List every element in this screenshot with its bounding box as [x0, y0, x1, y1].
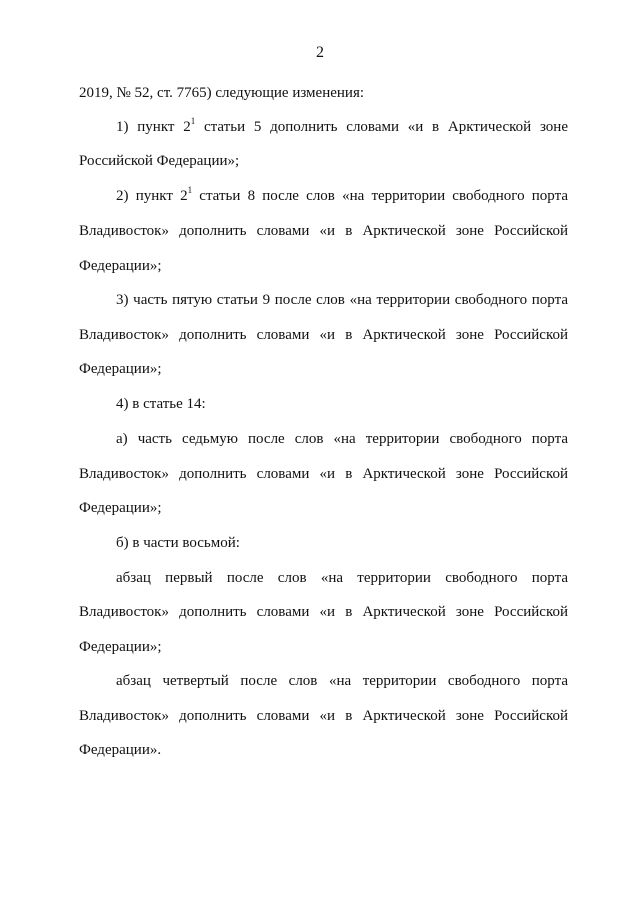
text-line: Владивосток» дополнить словами «и в Арктической зоне Российской [79, 327, 568, 343]
text-line: Владивосток» дополнить словами «и в Арктической зоне Российской [79, 466, 568, 482]
text-fragment: 2) пункт 2 [116, 188, 188, 204]
text-fragment: 1) пункт 2 [116, 119, 191, 135]
text-line: Владивосток» дополнить словами «и в Арктической зоне Российской [79, 708, 568, 724]
text-line: 4) в статье 14: [116, 396, 206, 412]
page-number: 2 [316, 44, 324, 61]
text-line: Федерации»; [79, 500, 162, 516]
text-line: Владивосток» дополнить словами «и в Арктической зоне Российской [79, 223, 568, 239]
text-line: б) в части восьмой: [116, 535, 240, 551]
text-line: абзац первый после слов «на территории свободного порта [116, 570, 568, 586]
text-line: а) часть седьмую после слов «на территории свободного порта [116, 431, 568, 447]
text-line: Российской Федерации»; [79, 153, 240, 169]
superscript: 1 [190, 116, 196, 126]
text-line: Федерации»; [79, 639, 162, 655]
text-line: абзац четвертый после слов «на территории свободного порта [116, 673, 568, 689]
text-line [116, 187, 568, 205]
text-line: Федерации»; [79, 361, 162, 377]
text-line [116, 118, 568, 136]
text-line: Владивосток» дополнить словами «и в Арктической зоне Российской [79, 604, 568, 620]
text-fragment: статьи 8 после слов «на территории свободного порта [192, 188, 568, 204]
superscript: 1 [187, 185, 193, 195]
text-line: Федерации»; [79, 258, 162, 274]
text-line: 3) часть пятую статьи 9 после слов «на территории свободного порта [116, 292, 568, 308]
text-line: 2019, № 52, ст. 7765) следующие изменения: [79, 85, 365, 101]
text-line: Федерации». [79, 742, 162, 758]
text-fragment: статьи 5 дополнить словами «и в Арктической зоне [195, 119, 568, 135]
